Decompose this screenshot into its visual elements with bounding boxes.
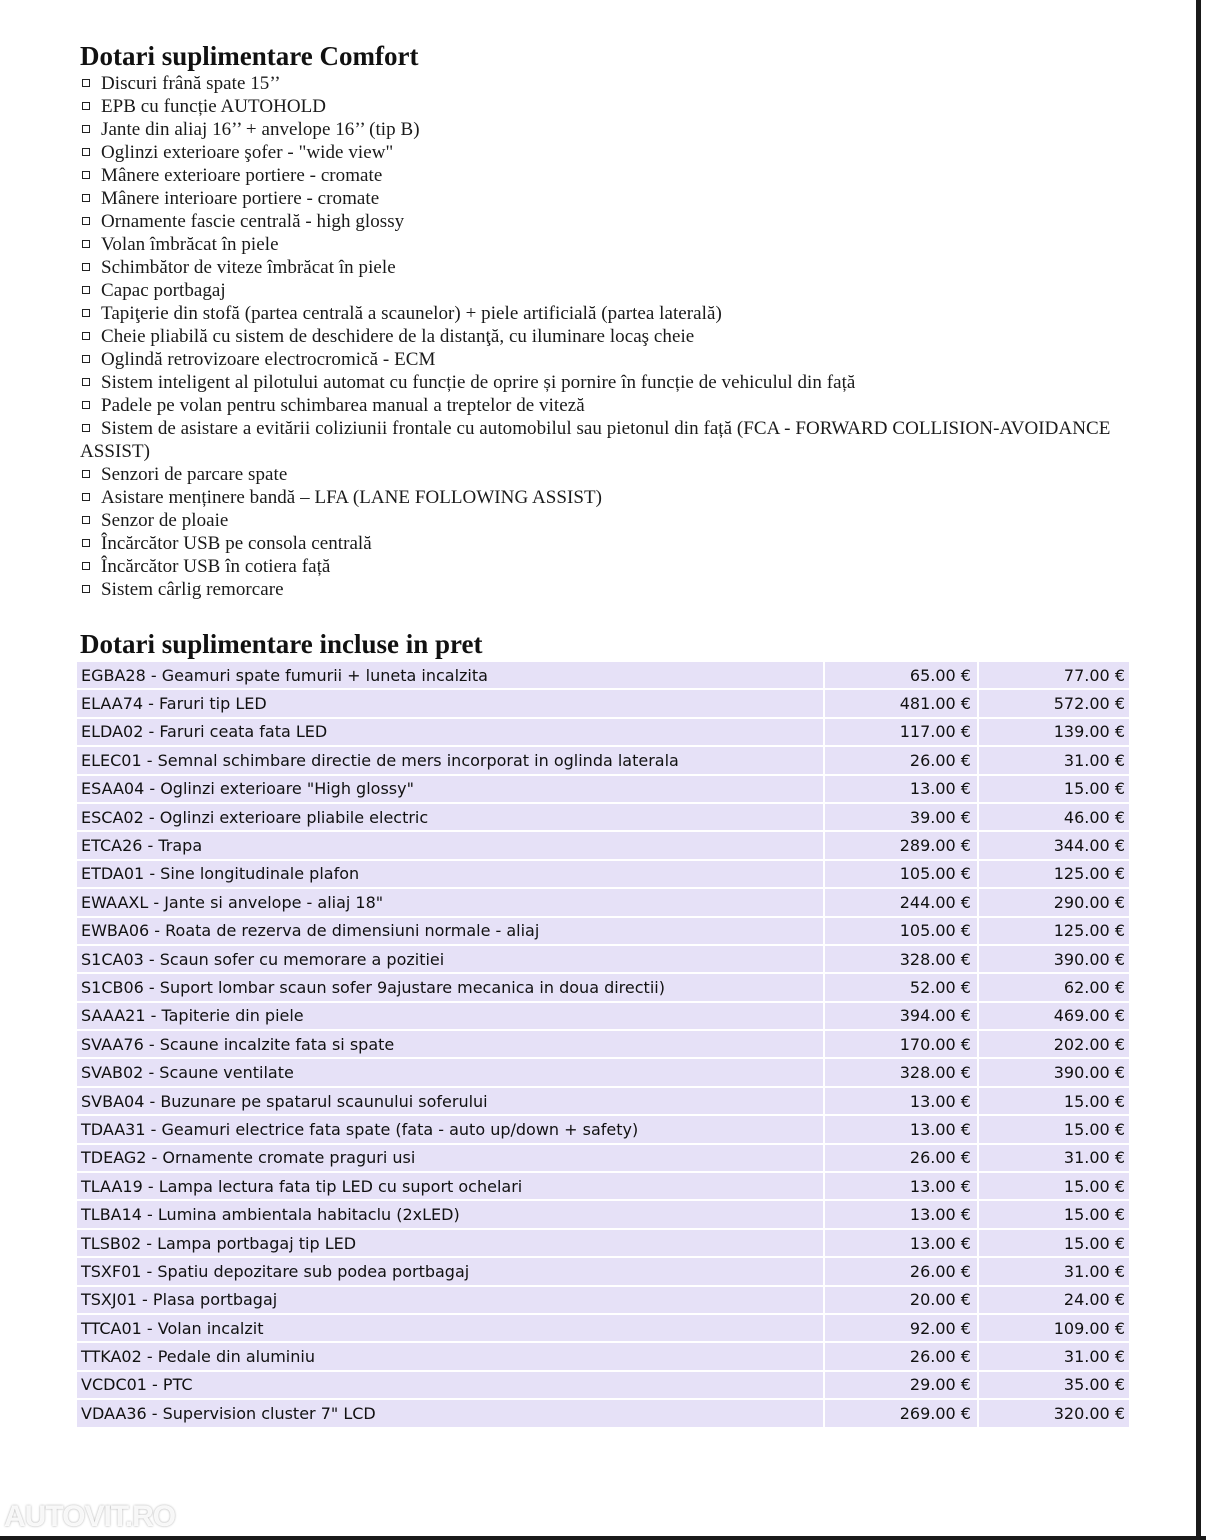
page-bottom-border: [0, 1536, 1206, 1540]
price-net: 13.00 €: [825, 776, 977, 802]
checkbox-square-icon: [82, 424, 90, 432]
table-row: [77, 719, 1129, 745]
comfort-item: [80, 164, 1135, 187]
comfort-item: [80, 348, 1135, 371]
table-row: [77, 1145, 1129, 1171]
comfort-list: [80, 72, 1135, 601]
checkbox-square-icon: [82, 286, 90, 294]
table-row: [77, 861, 1129, 887]
comfort-item: [80, 555, 1135, 578]
price-gross: 31.00 €: [979, 1343, 1129, 1369]
price-net: 13.00 €: [825, 1173, 977, 1199]
table-row: [77, 776, 1129, 802]
item-description: S1CA03 - Scaun sofer cu memorare a pozitiei: [77, 946, 823, 972]
comfort-item: [80, 187, 1135, 210]
table-row: [77, 1173, 1129, 1199]
item-description: VDAA36 - Supervision cluster 7" LCD: [77, 1400, 823, 1426]
table-row: [77, 1031, 1129, 1057]
checkbox-square-icon: [82, 378, 90, 386]
item-description: TLBA14 - Lumina ambientala habitaclu (2xLED): [77, 1201, 823, 1227]
table-row: [77, 1003, 1129, 1029]
checkbox-square-icon: [82, 539, 90, 547]
price-net: 92.00 €: [825, 1315, 977, 1341]
comfort-item-label: Sistem de asistare a evitării coliziunii frontale cu automobilul sau pietonul din față (FCA - FORWARD COLLISION-AVOIDANCE ASSIST): [80, 418, 1111, 462]
comfort-item-label: Încărcător USB în cotiera față: [101, 556, 331, 577]
comfort-item-label: EPB cu funcție AUTOHOLD: [101, 96, 327, 117]
checkbox-square-icon: [82, 516, 90, 524]
included-section: [80, 628, 483, 660]
comfort-item: [80, 325, 1135, 348]
checkbox-square-icon: [82, 585, 90, 593]
checkbox-square-icon: [82, 355, 90, 363]
price-gross: 62.00 €: [979, 974, 1129, 1000]
price-gross: 15.00 €: [979, 1088, 1129, 1114]
comfort-item-label: Capac portbagaj: [101, 280, 226, 301]
price-net: 481.00 €: [825, 690, 977, 716]
checkbox-square-icon: [82, 309, 90, 317]
price-net: 394.00 €: [825, 1003, 977, 1029]
item-description: ELAA74 - Faruri tip LED: [77, 690, 823, 716]
price-net: 170.00 €: [825, 1031, 977, 1057]
price-gross: 15.00 €: [979, 1173, 1129, 1199]
table-row: [77, 832, 1129, 858]
price-gross: 139.00 €: [979, 719, 1129, 745]
comfort-item: [80, 118, 1135, 141]
price-net: 20.00 €: [825, 1287, 977, 1313]
price-gross: 572.00 €: [979, 690, 1129, 716]
comfort-item: [80, 371, 1135, 394]
table-row: [77, 1372, 1129, 1398]
item-description: EGBA28 - Geamuri spate fumurii + luneta incalzita: [77, 662, 823, 688]
comfort-item-label: Oglindă retrovizoare electrocromică - ECM: [101, 349, 436, 370]
comfort-item: [80, 233, 1135, 256]
price-gross: 320.00 €: [979, 1400, 1129, 1426]
item-description: ESAA04 - Oglinzi exterioare "High glossy": [77, 776, 823, 802]
price-gross: 31.00 €: [979, 1145, 1129, 1171]
item-description: ESCA02 - Oglinzi exterioare pliabile electric: [77, 804, 823, 830]
price-gross: 125.00 €: [979, 861, 1129, 887]
checkbox-square-icon: [82, 240, 90, 248]
checkbox-square-icon: [82, 194, 90, 202]
price-gross: 290.00 €: [979, 889, 1129, 915]
table-row: [77, 946, 1129, 972]
price-net: 289.00 €: [825, 832, 977, 858]
price-table: [75, 660, 1131, 1429]
price-net: 26.00 €: [825, 1258, 977, 1284]
table-row: [77, 889, 1129, 915]
item-description: TDAA31 - Geamuri electrice fata spate (fata - auto up/down + safety): [77, 1116, 823, 1142]
price-gross: 46.00 €: [979, 804, 1129, 830]
item-description: TDEAG2 - Ornamente cromate praguri usi: [77, 1145, 823, 1171]
price-gross: 15.00 €: [979, 1116, 1129, 1142]
item-description: TTKA02 - Pedale din aluminiu: [77, 1343, 823, 1369]
price-net: 328.00 €: [825, 946, 977, 972]
price-net: 117.00 €: [825, 719, 977, 745]
table-row: [77, 974, 1129, 1000]
table-row: [77, 1400, 1129, 1426]
table-row: [77, 1343, 1129, 1369]
checkbox-square-icon: [82, 125, 90, 133]
table-row: [77, 1258, 1129, 1284]
comfort-item-label: Sistem inteligent al pilotului automat cu funcție de oprire și pornire în funcție de vehiculul din față: [101, 372, 856, 393]
comfort-item: [80, 72, 1135, 95]
comfort-item-label: Schimbător de viteze îmbrăcat în piele: [101, 257, 396, 278]
item-description: TTCA01 - Volan incalzit: [77, 1315, 823, 1341]
item-description: SAAA21 - Tapiterie din piele: [77, 1003, 823, 1029]
item-description: SVAA76 - Scaune incalzite fata si spate: [77, 1031, 823, 1057]
comfort-item-label: Ornamente fascie centrală - high glossy: [101, 211, 405, 232]
price-net: 26.00 €: [825, 1145, 977, 1171]
item-description: ETDA01 - Sine longitudinale plafon: [77, 861, 823, 887]
comfort-item: [80, 394, 1135, 417]
included-title: Dotari suplimentare incluse in pret: [80, 629, 483, 659]
price-gross: 202.00 €: [979, 1031, 1129, 1057]
table-row: [77, 1059, 1129, 1085]
checkbox-square-icon: [82, 171, 90, 179]
table-row: [77, 1201, 1129, 1227]
item-description: ELEC01 - Semnal schimbare directie de mers incorporat in oglinda laterala: [77, 747, 823, 773]
comfort-item-label: Discuri frână spate 15’’: [101, 73, 281, 94]
table-row: [77, 1230, 1129, 1256]
table-row: [77, 747, 1129, 773]
item-description: ETCA26 - Trapa: [77, 832, 823, 858]
price-net: 13.00 €: [825, 1201, 977, 1227]
item-description: EWAAXL - Jante si anvelope - aliaj 18": [77, 889, 823, 915]
comfort-item: [80, 486, 1135, 509]
price-net: 26.00 €: [825, 1343, 977, 1369]
price-net: 244.00 €: [825, 889, 977, 915]
price-gross: 77.00 €: [979, 662, 1129, 688]
comfort-section: [80, 40, 1135, 601]
checkbox-square-icon: [82, 148, 90, 156]
comfort-item-label: Sistem cârlig remorcare: [101, 579, 284, 600]
checkbox-square-icon: [82, 562, 90, 570]
checkbox-square-icon: [82, 217, 90, 225]
price-gross: 390.00 €: [979, 946, 1129, 972]
checkbox-square-icon: [82, 79, 90, 87]
comfort-item: [80, 509, 1135, 532]
price-net: 39.00 €: [825, 804, 977, 830]
comfort-item: [80, 279, 1135, 302]
item-description: EWBA06 - Roata de rezerva de dimensiuni normale - aliaj: [77, 918, 823, 944]
checkbox-square-icon: [82, 401, 90, 409]
price-net: 52.00 €: [825, 974, 977, 1000]
comfort-item: [80, 210, 1135, 233]
table-row: [77, 804, 1129, 830]
price-gross: 31.00 €: [979, 1258, 1129, 1284]
item-description: SVAB02 - Scaune ventilate: [77, 1059, 823, 1085]
price-gross: 109.00 €: [979, 1315, 1129, 1341]
price-gross: 35.00 €: [979, 1372, 1129, 1398]
price-gross: 15.00 €: [979, 1230, 1129, 1256]
table-row: [77, 918, 1129, 944]
table-row: [77, 1116, 1129, 1142]
price-net: 269.00 €: [825, 1400, 977, 1426]
price-net: 13.00 €: [825, 1116, 977, 1142]
price-net: 29.00 €: [825, 1372, 977, 1398]
comfort-item: [80, 463, 1135, 486]
price-gross: 15.00 €: [979, 1201, 1129, 1227]
comfort-item-label: Senzor de ploaie: [101, 510, 229, 531]
price-net: 13.00 €: [825, 1088, 977, 1114]
table-row: [77, 1287, 1129, 1313]
price-gross: 344.00 €: [979, 832, 1129, 858]
watermark-logo: AUTOVIT.RO: [4, 1500, 176, 1533]
price-gross: 24.00 €: [979, 1287, 1129, 1313]
comfort-item-label: Volan îmbrăcat în piele: [101, 234, 279, 255]
comfort-item-label: Senzori de parcare spate: [101, 464, 288, 485]
table-row: [77, 662, 1129, 688]
comfort-item-label: Încărcător USB pe consola centrală: [101, 533, 372, 554]
checkbox-square-icon: [82, 102, 90, 110]
comfort-item-label: Mânere exterioare portiere - cromate: [101, 165, 383, 186]
comfort-item: [80, 141, 1135, 164]
comfort-title: Dotari suplimentare Comfort: [80, 41, 419, 71]
price-net: 13.00 €: [825, 1230, 977, 1256]
price-net: 26.00 €: [825, 747, 977, 773]
comfort-item-label: Jante din aliaj 16’’ + anvelope 16’’ (tip B): [101, 119, 420, 140]
checkbox-square-icon: [82, 493, 90, 501]
item-description: S1CB06 - Suport lombar scaun sofer 9ajustare mecanica in doua directii): [77, 974, 823, 1000]
comfort-item-label: Tapiţerie din stofă (partea centrală a scaunelor) + piele artificială (partea laterală): [101, 303, 722, 324]
item-description: VCDC01 - PTC: [77, 1372, 823, 1398]
item-description: TSXF01 - Spatiu depozitare sub podea portbagaj: [77, 1258, 823, 1284]
item-description: ELDA02 - Faruri ceata fata LED: [77, 719, 823, 745]
comfort-item-label: Mânere interioare portiere - cromate: [101, 188, 380, 209]
item-description: SVBA04 - Buzunare pe spatarul scaunului soferului: [77, 1088, 823, 1114]
comfort-item: [80, 256, 1135, 279]
comfort-item-label: Padele pe volan pentru schimbarea manual a treptelor de viteză: [101, 395, 585, 416]
price-gross: 125.00 €: [979, 918, 1129, 944]
item-description: TLAA19 - Lampa lectura fata tip LED cu suport ochelari: [77, 1173, 823, 1199]
comfort-item-label: Asistare menținere bandă – LFA (LANE FOLLOWING ASSIST): [101, 487, 603, 508]
price-net: 328.00 €: [825, 1059, 977, 1085]
comfort-item-label: Cheie pliabilă cu sistem de deschidere de la distanţă, cu iluminare locaş cheie: [101, 326, 695, 347]
comfort-item-label: Oglinzi exterioare şofer - "wide view": [101, 142, 394, 163]
comfort-item: [80, 95, 1135, 118]
price-net: 105.00 €: [825, 918, 977, 944]
price-gross: 390.00 €: [979, 1059, 1129, 1085]
item-description: TSXJ01 - Plasa portbagaj: [77, 1287, 823, 1313]
comfort-item: [80, 302, 1135, 325]
comfort-item: [80, 578, 1135, 601]
table-row: [77, 690, 1129, 716]
item-description: TLSB02 - Lampa portbagaj tip LED: [77, 1230, 823, 1256]
checkbox-square-icon: [82, 332, 90, 340]
price-net: 105.00 €: [825, 861, 977, 887]
checkbox-square-icon: [82, 470, 90, 478]
price-gross: 15.00 €: [979, 776, 1129, 802]
table-row: [77, 1088, 1129, 1114]
table-row: [77, 1315, 1129, 1341]
price-gross: 31.00 €: [979, 747, 1129, 773]
checkbox-square-icon: [82, 263, 90, 271]
comfort-item: [80, 417, 1135, 463]
comfort-item: [80, 532, 1135, 555]
price-gross: 469.00 €: [979, 1003, 1129, 1029]
price-net: 65.00 €: [825, 662, 977, 688]
